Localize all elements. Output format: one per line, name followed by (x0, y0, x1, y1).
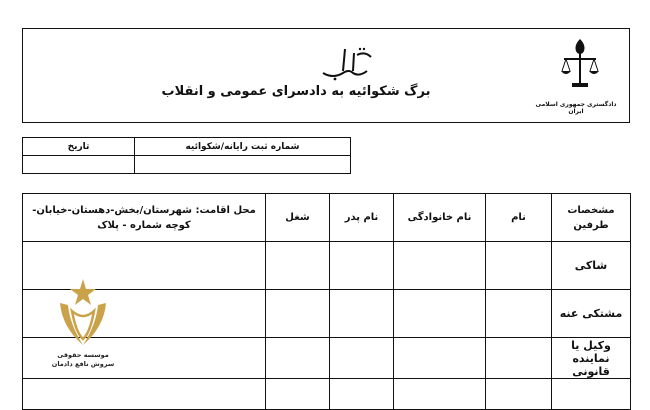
header-father-name: نام پدر (330, 194, 394, 242)
form-title: برگ شکوائیه به دادسرای عمومی و انقلاب (161, 84, 431, 99)
extra-last-name-cell[interactable] (394, 379, 486, 410)
extra-first-name-cell[interactable] (486, 379, 552, 410)
plaintiff-first-name-cell[interactable] (486, 242, 552, 290)
defendant-occupation-cell[interactable] (266, 290, 330, 338)
header-residence: محل اقامت: شهرستان/بخش-دهستان-خیابان-کوچه شماره - پلاک (23, 194, 266, 242)
row-label-plaintiff: شاکی (552, 242, 631, 290)
defendant-first-name-cell[interactable] (486, 290, 552, 338)
row-label-defendant: مشتکی عنه (552, 290, 631, 338)
header-occupation: شغل (266, 194, 330, 242)
header-last-name: نام خانوادگی (394, 194, 486, 242)
judiciary-caption: دادگستری جمهوری اسلامی ایران (535, 101, 617, 115)
defendant-last-name-cell[interactable] (394, 290, 486, 338)
attorney-last-name-cell[interactable] (394, 338, 486, 379)
law-firm-watermark (38, 275, 128, 385)
plaintiff-father-name-cell[interactable] (330, 242, 394, 290)
plaintiff-last-name-cell[interactable] (394, 242, 486, 290)
header-first-name: نام (486, 194, 552, 242)
bismillah-calligraphy (313, 43, 383, 83)
attorney-occupation-cell[interactable] (266, 338, 330, 379)
attorney-father-name-cell[interactable] (330, 338, 394, 379)
row-label-attorney: وکیل یا نماینده قانونی (552, 338, 631, 379)
extra-father-name-cell[interactable] (330, 379, 394, 410)
row-label-extra (552, 379, 631, 410)
law-firm-line2: سروش نافع دادمان (51, 360, 115, 368)
law-firm-logo-icon (52, 275, 114, 351)
registration-table (22, 137, 351, 174)
header-parties: مشخصات طرفین (552, 194, 631, 242)
plaintiff-occupation-cell[interactable] (266, 242, 330, 290)
extra-occupation-cell[interactable] (266, 379, 330, 410)
attorney-first-name-cell[interactable] (486, 338, 552, 379)
registration-number-label: شماره ثبت رایانه/شکوائیه (135, 138, 351, 156)
table-header-row (23, 194, 631, 242)
law-firm-line1: موسسه حقوقی (57, 351, 109, 359)
defendant-father-name-cell[interactable] (330, 290, 394, 338)
form-header (22, 28, 630, 123)
date-label: تاریخ (23, 138, 135, 156)
iran-judiciary-scales-icon (559, 37, 601, 89)
registration-number-field[interactable] (135, 156, 351, 174)
date-field[interactable] (23, 156, 135, 174)
